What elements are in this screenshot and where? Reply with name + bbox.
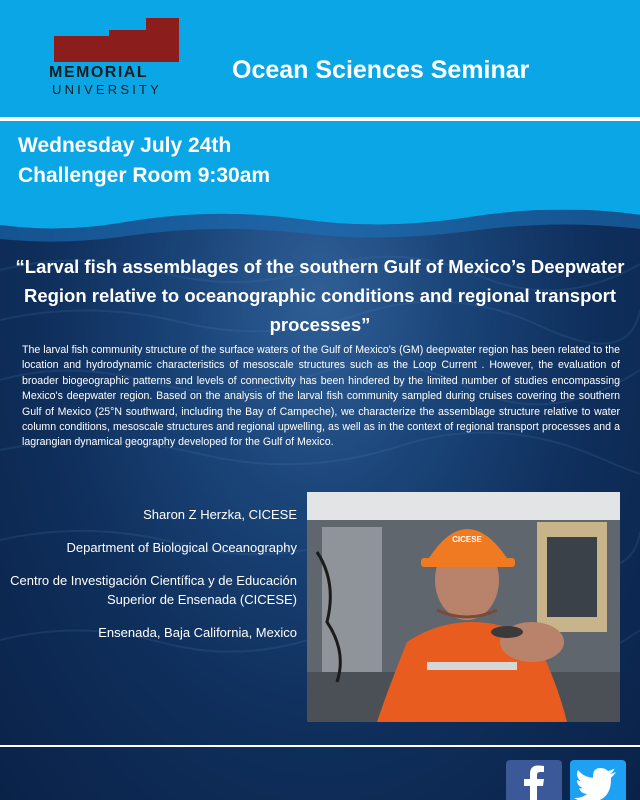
twitter-bird-icon bbox=[570, 760, 626, 800]
facebook-logo-icon bbox=[506, 760, 562, 800]
speaker-institution: Centro de Investigación Científica y de Educación Superior de Ensenada (CICESE) bbox=[10, 573, 297, 607]
memorial-university-logo bbox=[49, 18, 189, 100]
speaker-photo-illustration bbox=[307, 492, 620, 722]
wave-edge bbox=[0, 185, 640, 255]
logo-line2: UNIVERSITY bbox=[52, 82, 163, 97]
talk-title: “Larval fish assemblages of the southern Gulf of Mexico’s Deepwater Region relative to oceanographic conditions and regional transport processes” bbox=[15, 256, 625, 335]
speaker-name: Sharon Z Herzka, CICESE bbox=[143, 507, 297, 522]
facebook-icon[interactable] bbox=[506, 760, 562, 800]
speaker-info bbox=[7, 505, 297, 656]
speaker-department: Department of Biological Oceanography bbox=[66, 540, 297, 555]
event-location-time: Challenger Room 9:30am bbox=[18, 164, 271, 187]
logo-line1: MEMORIAL bbox=[49, 64, 149, 81]
header-banner bbox=[0, 0, 640, 117]
twitter-icon[interactable] bbox=[570, 760, 626, 800]
speaker-location: Ensenada, Baja California, Mexico bbox=[98, 625, 297, 640]
talk-abstract: The larval fish community structure of the surface waters of the Gulf of Mexico's (GM) deepwater region has been related to the location and hydrodynamic characteristics of mesoscale structures such as the Loop Current . However, the evaluation of broader biogeographic patterns and levels of connectivity has been hindered by the limited number of studies encompassing Mexico's deepwater region. Based on the analysis of the larval fish community sampled during cruises covering the southern Gulf of Mexico (25°N southward, including the Bay of Campeche), we characterize the assemblage structure relative to water column conditions, mesoscale structures and regional upwelling, as well as in the context of regional transport processes and a lagrangian dynamical geography developed for the Gulf of Mexico. bbox=[22, 344, 620, 449]
helmet-text: CICESE bbox=[452, 535, 482, 544]
event-date: Wednesday July 24th bbox=[18, 134, 232, 157]
footer-divider bbox=[0, 745, 640, 747]
speaker-photo bbox=[307, 492, 620, 722]
seminar-title: Ocean Sciences Seminar bbox=[232, 56, 530, 84]
